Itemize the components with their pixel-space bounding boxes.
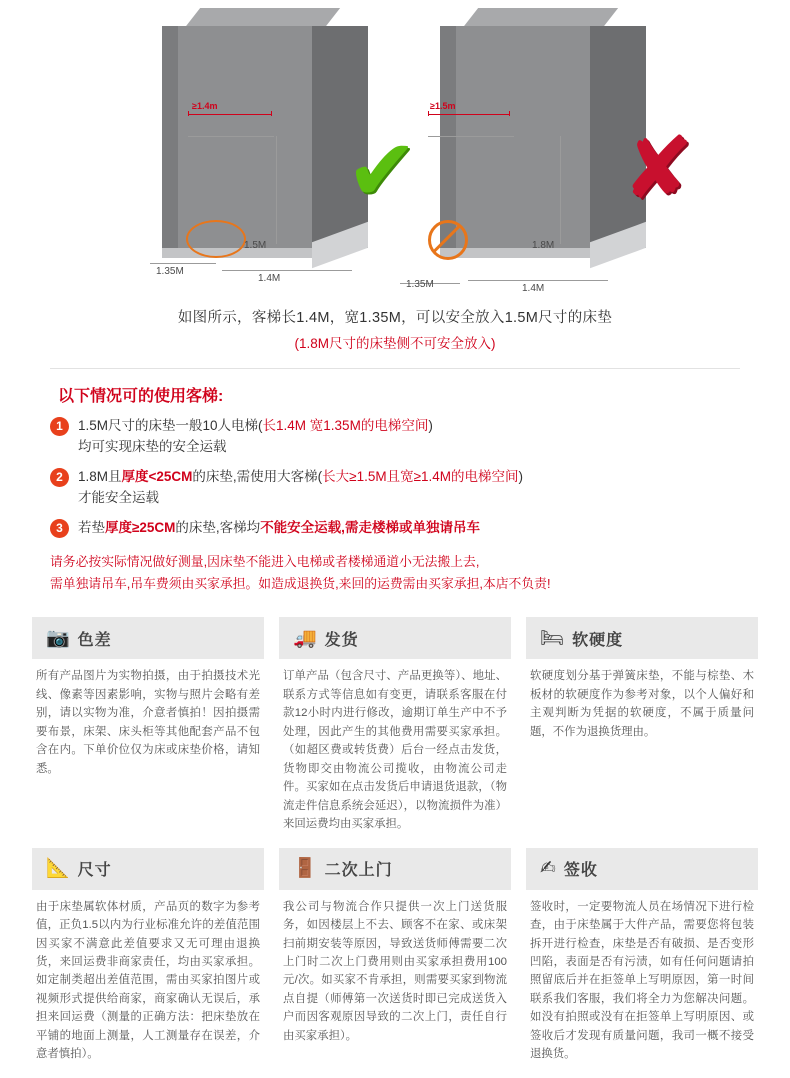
- camera-icon: 📷: [46, 627, 70, 649]
- condition-item-2: [50, 467, 740, 509]
- ruler-icon: 📐: [46, 858, 70, 880]
- card-body: 软硬度划分基于弹簧床垫，不能与棕垫、木板材的软硬度作为参考对象，以个人偏好和主观判断为凭据的软硬度，不属于质量问题，不作为退换货理由。: [530, 670, 754, 738]
- cond2-pre: 1.8M且: [78, 468, 122, 484]
- card-title: 二次上门: [324, 862, 393, 880]
- condition-item-1: [50, 416, 740, 458]
- cond3-pre: 若垫: [78, 519, 105, 535]
- condition-text: [78, 416, 433, 458]
- info-cards: [32, 617, 758, 1077]
- condition-number: 1: [50, 417, 69, 436]
- right-dim-line: [560, 136, 561, 244]
- card-header: [279, 848, 511, 890]
- cond1-pre: 1.5M尺寸的床垫一般10人电梯(: [78, 418, 263, 433]
- card-header: [526, 848, 758, 890]
- condition-item-3: [50, 518, 740, 539]
- info-card-color: [32, 617, 264, 833]
- condition-text: [78, 518, 480, 539]
- depth-dim-line: [428, 114, 510, 115]
- mattress-fit-highlight: [186, 220, 246, 258]
- right-dim-label: 1.8M: [532, 240, 555, 251]
- bottom-left-dim-label: 1.35M: [156, 266, 184, 277]
- cond3-highlight-2: 不能安全运载,需走楼梯或单独请吊车: [260, 519, 480, 535]
- card-header: [279, 617, 511, 659]
- right-dim-label: 1.5M: [244, 240, 267, 251]
- caption-block: [0, 306, 790, 352]
- mid-guide-line: [188, 136, 274, 137]
- card-title: 软硬度: [572, 631, 624, 649]
- caption-line-1: 如图所示，客梯长1.4M，宽1.35M，可以安全放入1.5M尺寸的床垫: [177, 310, 613, 326]
- delivery-door-icon: 🚪: [293, 858, 317, 880]
- card-body: 我公司与物流合作只提供一次上门送货服务，如因楼层上不去、顾客不在家、或床架扫前期安装等原因，导致送货师傅需要二次上门时二次上门费用则由买家承担费用100元/次。如买家不肯承担，则需要买家到物流点自提（师傅第一次送货时即已完成送货入户而因客观原因导致的二次上门，责任自行由买家承担）。: [283, 900, 507, 1042]
- bottom-right-dim-label: 1.4M: [258, 273, 281, 284]
- bottom-left-dim-line: [150, 263, 216, 264]
- conditions-block: [50, 383, 740, 539]
- cond3-mid: 的床垫,客梯均: [175, 519, 261, 535]
- bottom-right-dim-line: [222, 270, 352, 271]
- elevator-bad: [400, 8, 700, 293]
- elevator-good: [150, 8, 440, 293]
- right-dim-line: [276, 136, 277, 244]
- mid-guide-line: [428, 136, 514, 137]
- cond1-post: ): [428, 418, 433, 433]
- divider: [50, 368, 740, 369]
- card-body: 订单产品（包含尺寸、产品更换等）、地址、联系方式等信息如有变更，请联系客服在付款12小时内进行修改，逾期订单生产中不予处理，因此产生的其他费用需要买家承担。（如超区费或转货费）后台一经点击发货，货物即交由物流公司揽收，由物流公司走件。买家如在点击发货后申请退货退款，（物流走件信息系统会延迟），以物流损件为准）来回运费均由买家承担。: [283, 670, 507, 831]
- cond2-line2: 才能安全运载: [78, 489, 159, 505]
- info-card-size: [32, 848, 264, 1064]
- conditions-title: 以下情况可的使用客梯:: [58, 388, 224, 405]
- cond2-mid: 的床垫,需使用大客梯(: [192, 468, 323, 484]
- info-card-firmness: [526, 617, 758, 833]
- card-title: 签收: [563, 862, 598, 880]
- cross-icon: ✘: [622, 121, 695, 217]
- card-header: [32, 617, 264, 659]
- warning-line-1: 请务必按实际情况做好测量,因床垫不能进入电梯或者楼梯通道小无法搬上去,: [50, 553, 480, 569]
- condition-number: 2: [50, 468, 69, 487]
- mattress-icon: 🛏: [540, 627, 565, 649]
- cond2-highlight-2: 长大≥1.5M且宽≥1.4M的电梯空间: [322, 468, 519, 484]
- depth-dim-label: ≥1.4m: [192, 101, 218, 111]
- cond2-highlight-1: 厚度<25CM: [121, 468, 193, 484]
- elevator-door-strip: [162, 26, 178, 248]
- depth-dim-cap-right: [509, 111, 510, 116]
- warning-line-2: 需单独请吊车,吊车费须由买家承担。如造成退换货,来回的运费需由买家承担,本店不负责!: [50, 576, 551, 591]
- info-card-receipt: [526, 848, 758, 1064]
- warning-block: [50, 551, 740, 596]
- info-card-shipping: [279, 617, 511, 833]
- card-title: 色差: [77, 631, 112, 649]
- card-body: 由于床垫属软体材质，产品页的数字为参考值，正负1.5以内为行业标准允许的差值范围因买家不满意此差值要求又无可理由退换货，来回运费非商家责任，均由买家承担。如定制类超出差值范围，需由买家拍图片或视频形式提供给商家，商家确认无误后，承担来回运费（测量的正确方法：把床垫放在平铺的地面上测量，人工测量存在误差，介意者慎拍）。: [36, 900, 260, 1061]
- elevator-illustration: [0, 0, 790, 300]
- elevator-front-face: [162, 26, 312, 248]
- cond3-highlight-1: 厚度≥25CM: [105, 519, 176, 535]
- card-body: 所有产品图片为实物拍摄，由于拍摄技术光线、像素等因素影响，实物与照片会略有差别，请以实物为准，介意者慎拍！因拍摄需要布景，床架、床头柜等其他配套产品不包含在内。下单价位仅为床或床垫价格，请知悉。: [36, 670, 260, 775]
- depth-dim-label: ≥1.5m: [430, 101, 456, 111]
- condition-text: [78, 467, 523, 509]
- info-card-second-delivery: [279, 848, 511, 1064]
- elevator-front-face: [440, 26, 590, 248]
- bottom-right-dim-label: 1.4M: [522, 283, 545, 294]
- bottom-left-dim-label: 1.35M: [406, 279, 434, 290]
- no-entry-icon: [428, 220, 468, 260]
- check-icon: ✔: [346, 123, 419, 219]
- elevator-door-strip: [440, 26, 456, 248]
- card-title: 发货: [324, 631, 359, 649]
- card-header: [526, 617, 758, 659]
- conditions-list: [50, 416, 740, 539]
- cond1-line2: 均可实现床垫的安全运载: [78, 438, 227, 454]
- sign-receipt-icon: ✍: [540, 858, 556, 880]
- card-header: [32, 848, 264, 890]
- caption-line-2: (1.8M尺寸的床垫侧不可安全放入): [294, 336, 496, 351]
- depth-dim-cap-left: [428, 111, 429, 116]
- cond2-post: ): [518, 468, 524, 484]
- truck-icon: 🚚: [293, 627, 317, 649]
- depth-dim-cap-right: [271, 111, 272, 116]
- card-body: 签收时，一定要物流人员在场情况下进行检查，由于床垫属于大件产品，需要您将包装拆开进行检查，床垫是否有破损、是否变形凹陷，表面是否有污渍，如有任何问题请拍照留底后并在拒签单上写明原因，第一时间联系我们客服，我们将全力为您解决问题。如没有拍照或没有在拒签单上写明原因、或签收后才发现有质量问题，我司一概不接受退换货。: [530, 900, 754, 1061]
- condition-number: 3: [50, 519, 69, 538]
- bottom-right-dim-line: [468, 280, 608, 281]
- cond1-highlight: 长1.4M 宽1.35M的电梯空间: [262, 418, 429, 433]
- depth-dim-cap-left: [188, 111, 189, 116]
- card-title: 尺寸: [77, 862, 112, 880]
- depth-dim-line: [188, 114, 272, 115]
